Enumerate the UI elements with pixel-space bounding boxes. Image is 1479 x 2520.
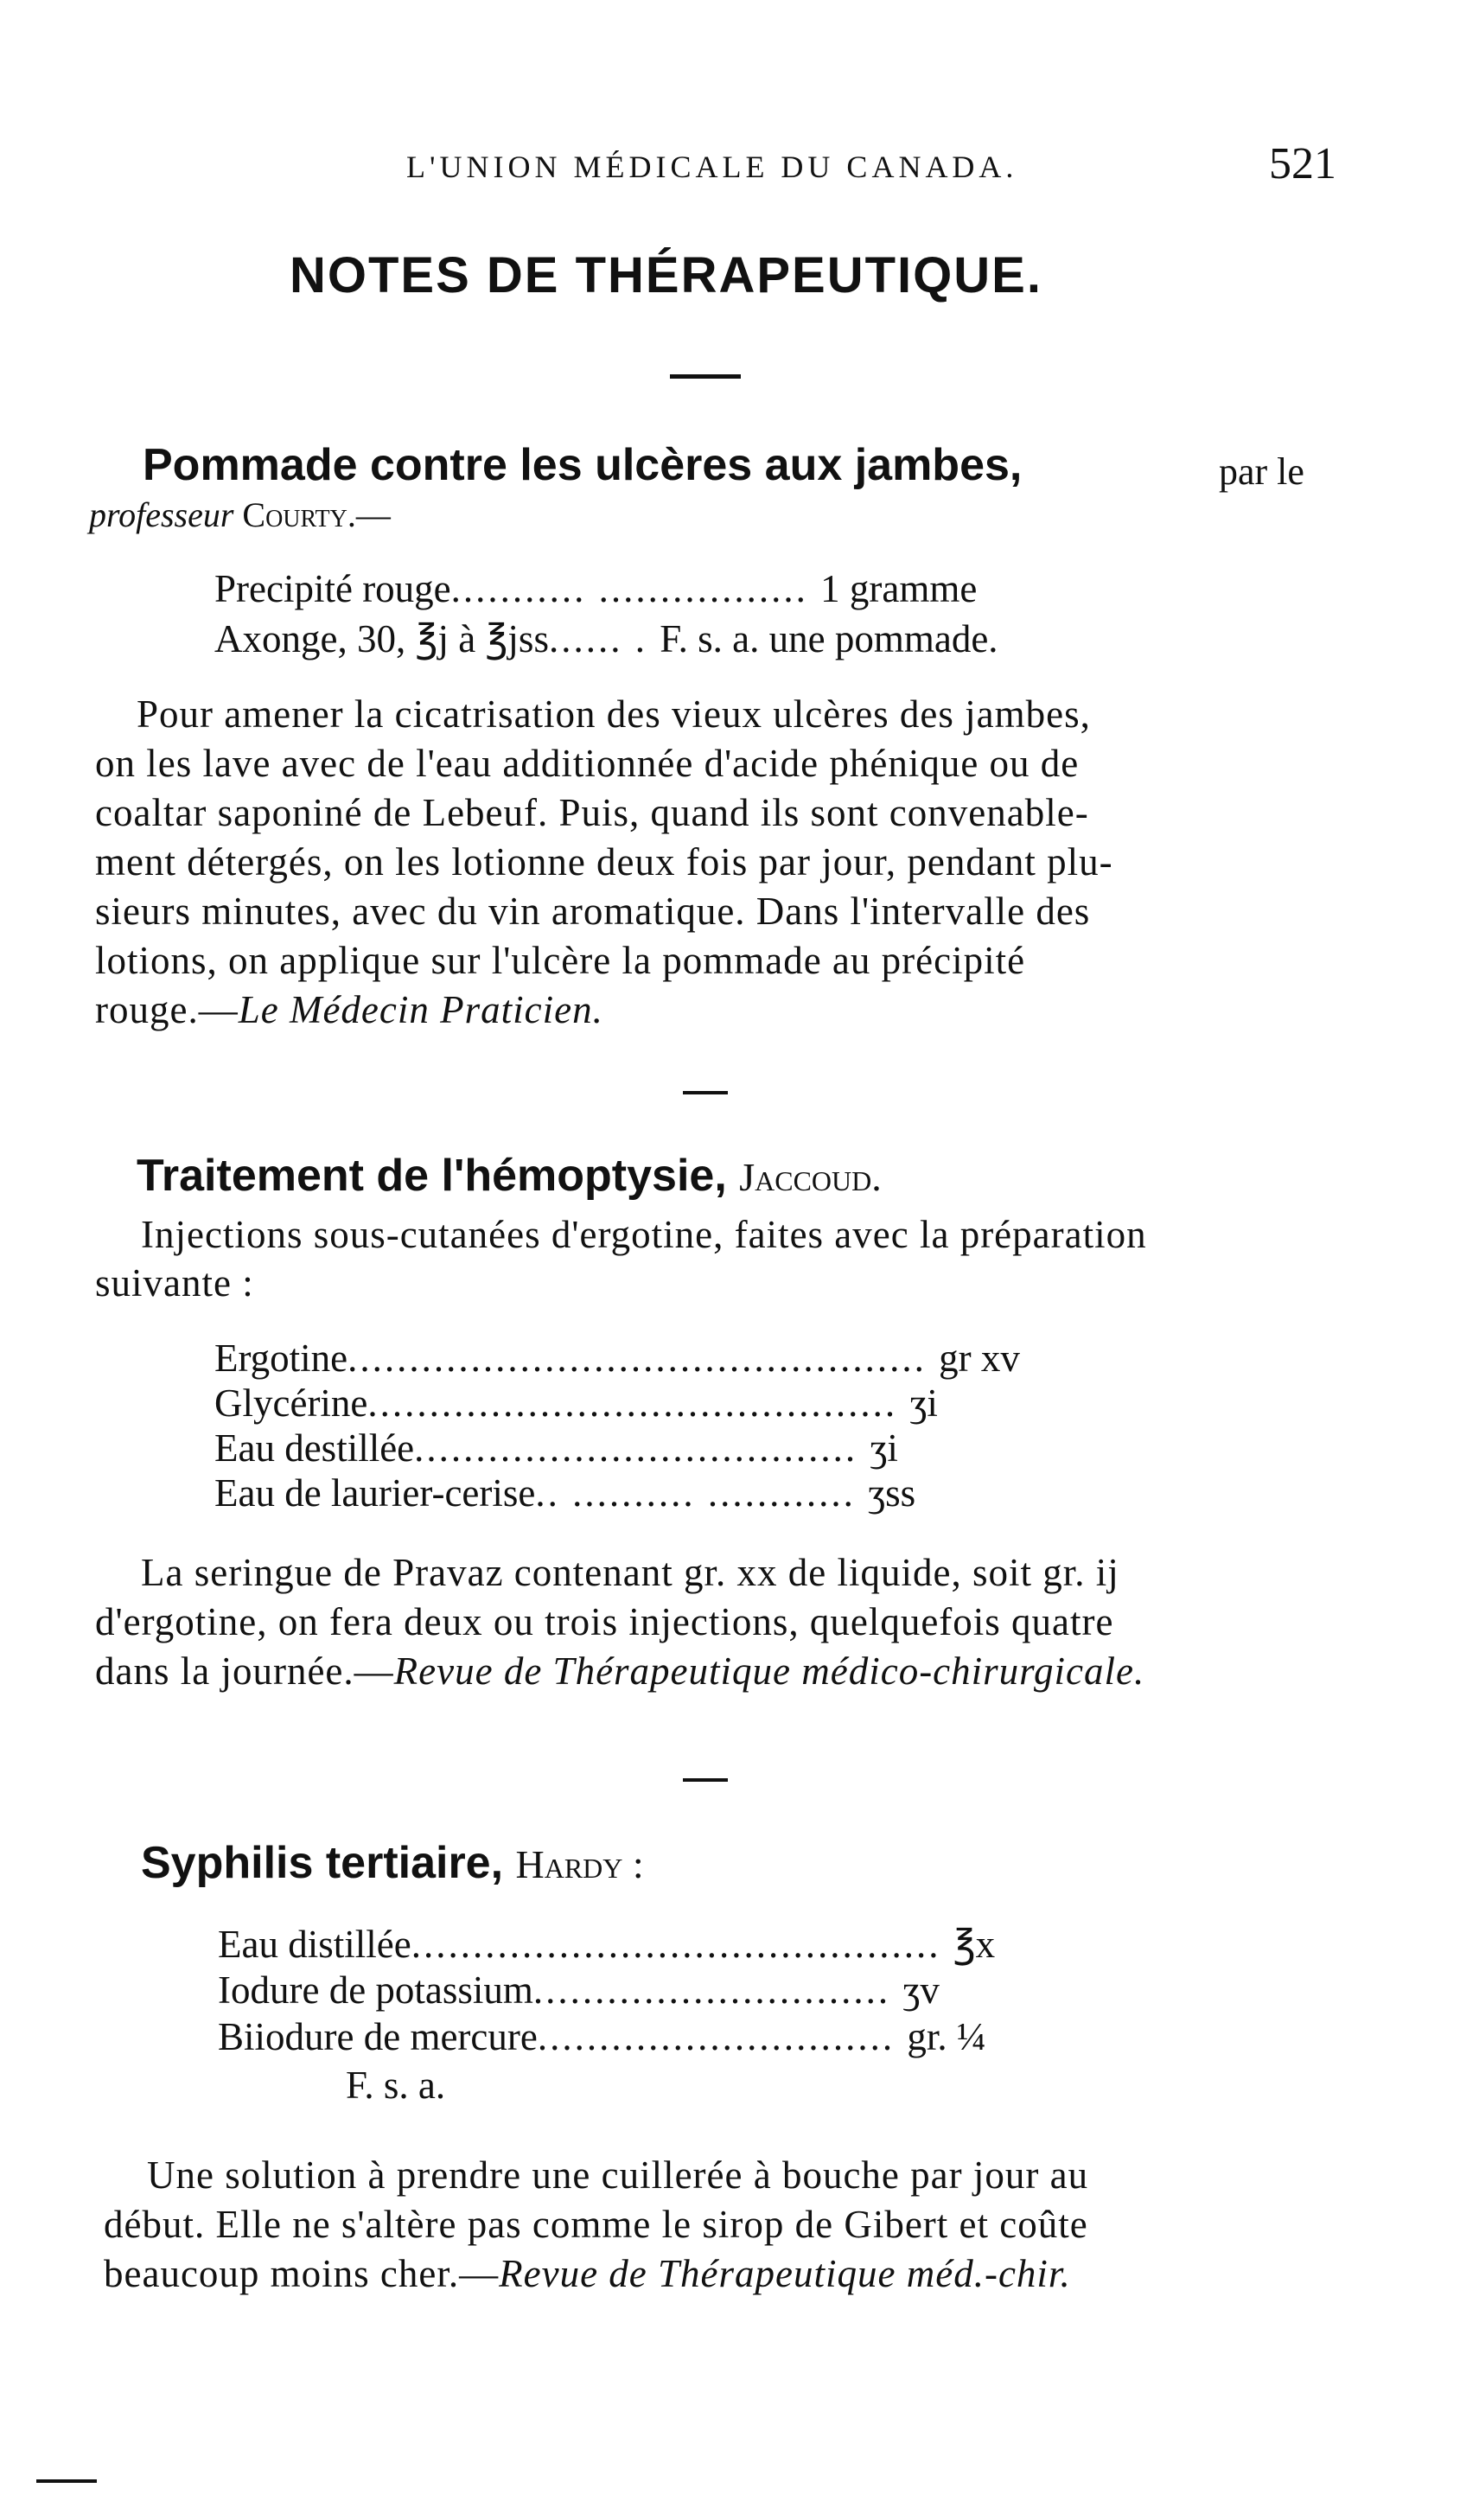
formula-row: [214, 566, 977, 611]
line-text: rouge.—: [95, 988, 239, 1031]
formula-row: [218, 1968, 940, 2013]
formula-row: [214, 1471, 915, 1515]
intro-line: Injections sous-cutanées d'ergotine, faites avec la préparation: [141, 1213, 1147, 1256]
leader-dots: ...... .: [548, 617, 660, 660]
formula-item: Eau destillée: [214, 1426, 415, 1470]
section-heading-syphilis: [141, 1837, 644, 1889]
byline-prefix: par le: [1219, 450, 1304, 493]
paragraph-line: d'ergotine, on fera deux ou trois injections, quelquefois quatre: [95, 1600, 1114, 1643]
formula-dose: gr xv: [939, 1337, 1020, 1380]
paragraph-line: sieurs minutes, avec du vin aromatique. Dans l'intervalle des: [95, 890, 1091, 933]
paragraph-line: on les lave avec de l'eau additionnée d'acide phénique ou de: [95, 742, 1080, 785]
paragraph-last-line: [95, 987, 603, 1032]
formula-row: [214, 1336, 1020, 1381]
formula-dose: ʒss: [868, 1471, 916, 1515]
author-hardy: Hardy :: [515, 1842, 644, 1886]
formula-item: Precipité rouge: [214, 567, 451, 610]
formula-dose: ʒi: [909, 1381, 938, 1425]
formula-row: [214, 616, 998, 661]
source-citation: Revue de Thérapeutique médico-chirurgicale.: [393, 1649, 1145, 1693]
paragraph-line: ment détergés, on les lotionne deux fois par jour, pendant plu-: [95, 840, 1113, 884]
formula-dose: ʒv: [902, 1968, 940, 2012]
formula-item: Glycérine: [214, 1381, 368, 1425]
byline-professeur: professeur: [89, 495, 234, 534]
formula-dose: ʒi: [870, 1426, 898, 1470]
leader-dots: ....................................: [414, 1426, 870, 1470]
formula-item: Ergotine: [214, 1337, 348, 1380]
author-courty: Courty: [242, 495, 347, 534]
leader-dots: ...........................................: [367, 1381, 910, 1425]
leader-dots: ...........................................: [411, 1923, 953, 1966]
section-rule: [683, 1778, 728, 1782]
intro-line: suivante :: [95, 1261, 254, 1305]
formula-row: [214, 1381, 938, 1426]
formula-item: Eau distillée: [218, 1923, 411, 1966]
author-jaccoud: Jaccoud.: [739, 1155, 882, 1199]
leader-dots: ...............................................: [347, 1337, 940, 1380]
section-rule: [683, 1091, 728, 1094]
formula-item: Iodure de potassium: [218, 1968, 533, 2012]
paragraph-line: début. Elle ne s'altère pas comme le sirop de Gibert et coûte: [104, 2203, 1088, 2246]
author-suffix: .—: [347, 495, 391, 534]
paragraph-line: lotions, on applique sur l'ulcère la pommade au précipité: [95, 939, 1026, 982]
formula-row: [214, 1426, 898, 1471]
source-citation: Revue de Thérapeutique méd.-chir.: [499, 2252, 1071, 2295]
page-number: 521: [1269, 139, 1336, 188]
paragraph-line: Une solution à prendre une cuillerée à bouche par jour au: [147, 2153, 1089, 2197]
section-heading-pommade: [143, 439, 1022, 491]
heading-text: Traitement de l'hémoptysie,: [137, 1151, 727, 1201]
running-title: L'UNION MÉDICALE DU CANADA.: [406, 150, 1018, 184]
paragraph-line: Pour amener la cicatrisation des vieux ulcères des jambes,: [137, 692, 1091, 736]
leader-dots: .. .......... ............: [535, 1471, 869, 1515]
formula-item: Axonge, 30, ℥j à ℥jss: [214, 617, 549, 660]
section-heading-hemoptysie: [137, 1150, 882, 1202]
formula-note: F. s. a.: [346, 2064, 446, 2107]
formula-row: [218, 2014, 986, 2059]
formula-dose: gr. ¼: [907, 2015, 986, 2058]
formula-item: Biiodure de mercure: [218, 2015, 538, 2058]
formula-dose: ℥x: [953, 1923, 996, 1966]
formula-item: Eau de laurier-cerise: [214, 1471, 536, 1515]
byline-line2: [89, 494, 391, 535]
footer-rule: [36, 2479, 97, 2483]
title-rule: [670, 374, 741, 379]
line-text: beaucoup moins cher.—: [104, 2252, 500, 2295]
line-text: dans la journée.—: [95, 1649, 394, 1693]
heading-text: Pommade contre les ulcères aux jambes,: [143, 440, 1023, 490]
formula-dose: 1 gramme: [820, 567, 978, 610]
formula-dose: F. s. a. une pommade.: [660, 617, 998, 660]
paragraph-last-line: [104, 2251, 1071, 2296]
leader-dots: .............................: [532, 1968, 903, 2012]
paragraph-line: La seringue de Pravaz contenant gr. xx de liquide, soit gr. ij: [141, 1551, 1119, 1594]
paragraph-line: coaltar saponiné de Lebeuf. Puis, quand ils sont convenable-: [95, 791, 1089, 834]
heading-text: Syphilis tertiaire,: [141, 1838, 504, 1888]
source-citation: Le Médecin Praticien.: [238, 988, 603, 1031]
page-title: NOTES DE THÉRAPEUTIQUE.: [290, 247, 1042, 303]
paragraph-last-line: [95, 1649, 1144, 1694]
leader-dots: ........... .................: [450, 567, 821, 610]
leader-dots: .............................: [537, 2015, 908, 2058]
formula-row: [218, 1921, 995, 1967]
